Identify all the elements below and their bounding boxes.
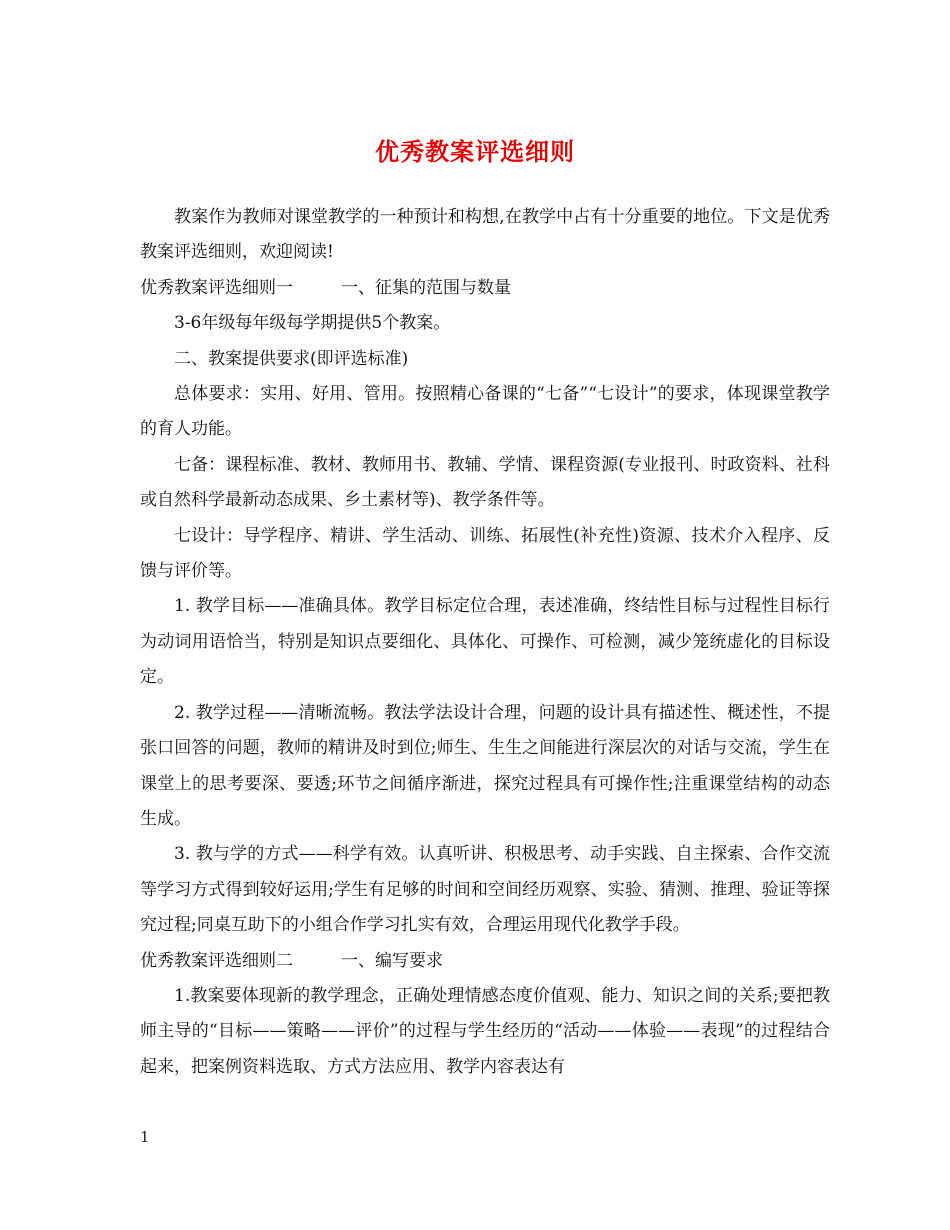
- section-subheading: 一、征集的范围与数量: [341, 277, 511, 298]
- paragraph-general-requirements: 总体要求：实用、好用、管用。按照精心备课的“七备”“七设计”的要求，体现课堂教学的育人功能。: [140, 384, 830, 440]
- paragraph-intro: 教案作为教师对课堂教学的一种预计和构想,在教学中占有十分重要的地位。下文是优秀教案评选细则，欢迎阅读!: [140, 207, 830, 263]
- section-subheading: 一、编写要求: [341, 950, 443, 971]
- paragraph-writing-requirements: 1.教案要体现新的教学理念，正确处理情感态度价值观、能力、知识之间的关系;要把教师主导的“目标——策略——评价”的过程与学生经历的“活动——体验——表现”的过程结合起来，把案例资料选取、方式方法应用、教学内容表达有: [140, 985, 830, 1077]
- section-heading: 优秀教案评选细则一: [140, 277, 293, 298]
- paragraph-seven-designs: 七设计：导学程序、精讲、学生活动、训练、拓展性(补充性)资源、技术介入程序、反馈与评价等。: [140, 525, 830, 582]
- paragraph-seven-preparations: 七备：课程标准、教材、教师用书、教辅、学情、课程资源(专业报刊、时政资料、社科或自然科学最新动态成果、乡土素材等)、教学条件等。: [140, 454, 830, 511]
- page-number: 1: [140, 1128, 150, 1146]
- section-heading: 优秀教案评选细则二: [140, 950, 293, 971]
- paragraph-requirements-heading: 二、教案提供要求(即评选标准): [174, 348, 409, 369]
- paragraph-teaching-methods: 3. 教与学的方式——科学有效。认真听讲、积极思考、动手实践、自主探索、合作交流等学习方式得到较好运用;学生有足够的时间和空间经历观察、实验、猜测、推理、验证等探究过程;同桌互助下的小组合作学习扎实有效，合理运用现代化教学手段。: [140, 844, 830, 936]
- document-title: 优秀教案评选细则: [375, 137, 575, 166]
- paragraph-teaching-process: 2. 教学过程——清晰流畅。教法学法设计合理，问题的设计具有描述性、概述性，不提张口回答的问题，教师的精讲及时到位;师生、生生之间能进行深层次的对话与交流，学生在课堂上的思考要深、要透;环节之间循序渐进，探究过程具有可操作性;注重课堂结构的动态生成。: [140, 702, 830, 829]
- document-body: [140, 200, 830, 1085]
- section-one-heading-line: [140, 271, 830, 306]
- section-two-heading-line: [140, 944, 830, 979]
- paragraph-quantity: 3-6年级每年级每学期提供5个教案。: [174, 313, 451, 334]
- paragraph-teaching-goals: 1. 教学目标——准确具体。教学目标定位合理，表述准确，终结性目标与过程性目标行为动词用语恰当，特别是知识点要细化、具体化、可操作、可检测，减少笼统虚化的目标设定。: [140, 596, 830, 688]
